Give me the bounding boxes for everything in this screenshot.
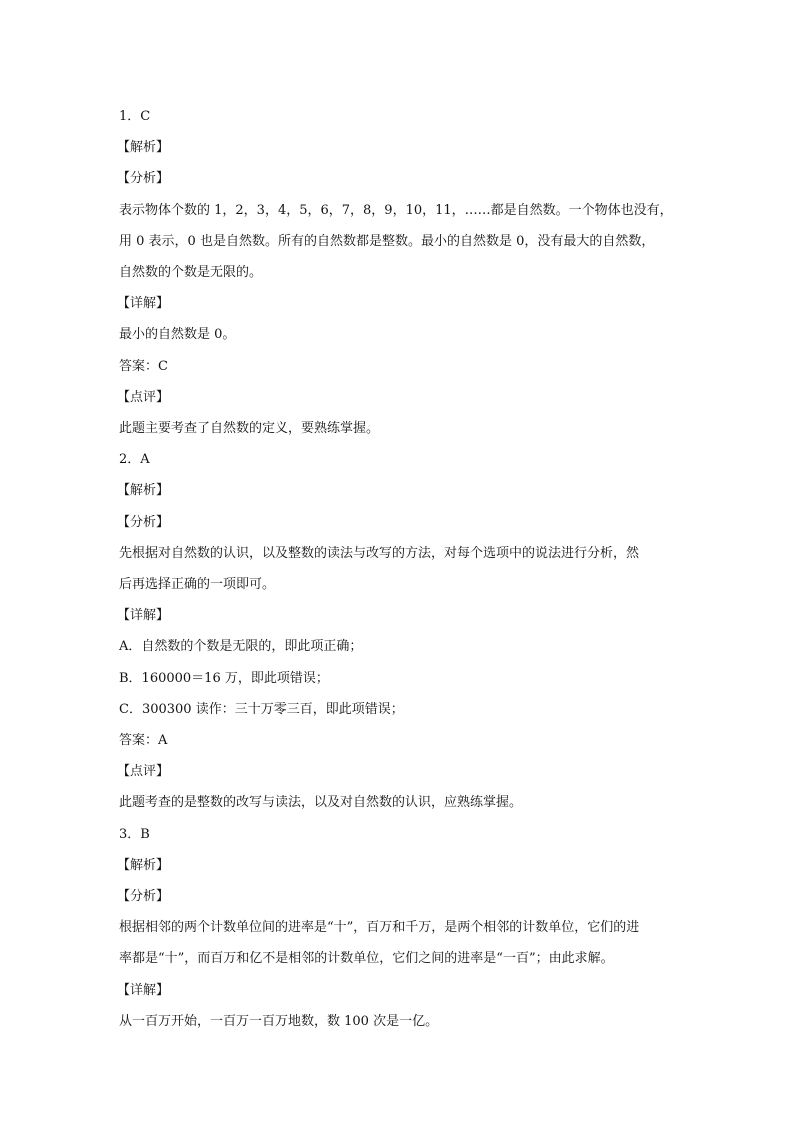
q1-xiangjie-heading: 【详解】 xyxy=(117,296,170,312)
q2-detail-a: A．自然数的个数是无限的，即此项正确； xyxy=(119,639,363,655)
q1-analysis-line-2: 用 0 表示，0 也是自然数。所有的自然数都是整数。最小的自然数是 0，没有最大的自然数， xyxy=(119,233,655,249)
q1-number: 1．C xyxy=(119,109,151,124)
q1-detail: 最小的自然数是 0。 xyxy=(119,327,236,343)
q1-analysis-line-3: 自然数的个数是无限的。 xyxy=(119,265,263,281)
q2-jiexi-heading: 【解析】 xyxy=(117,483,170,499)
q1-fenxi-heading: 【分析】 xyxy=(117,171,170,187)
q3-fenxi-heading: 【分析】 xyxy=(117,889,170,905)
q2-fenxi-heading: 【分析】 xyxy=(117,514,170,530)
q1-dianping-heading: 【点评】 xyxy=(117,389,170,405)
q2-answer: 答案：A xyxy=(119,733,168,749)
q2-dianping-heading: 【点评】 xyxy=(117,764,170,780)
q3-number: 3．B xyxy=(119,826,150,842)
q3-detail: 从一百万开始，一百万一百万地数，数 100 次是一亿。 xyxy=(119,1013,439,1029)
q3-analysis-line-1: 根据相邻的两个计数单位间的进率是“十”，百万和千万，是两个相邻的计数单位，它们的进 xyxy=(119,920,640,936)
q2-number: 2．A xyxy=(119,452,150,468)
q2-analysis-line-1: 先根据对自然数的认识，以及整数的读法与改写的方法，对每个选项中的说法进行分析，然 xyxy=(119,545,640,561)
q3-analysis-line-2: 率都是“十”，而百万和亿不是相邻的计数单位，它们之间的进率是“一百”；由此求解。 xyxy=(119,951,614,967)
q2-detail-b: B．160000＝16 万，即此项错误； xyxy=(119,670,329,686)
q1-comment: 此题主要考查了自然数的定义，要熟练掌握。 xyxy=(119,421,380,437)
q3-jiexi-heading: 【解析】 xyxy=(117,857,170,873)
answer-content xyxy=(119,101,679,1037)
q3-xiangjie-heading: 【详解】 xyxy=(117,982,170,998)
q2-analysis-line-2: 后再选择正确的一项即可。 xyxy=(119,577,276,593)
q2-comment: 此题考查的是整数的改写与读法，以及对自然数的认识，应熟练掌握。 xyxy=(119,795,523,811)
q1-analysis-line-1: 表示物体个数的 1，2，3，4，5，6，7，8，9，10，11，……都是自然数。一个物体也没有， xyxy=(119,202,673,218)
q2-detail-c: C．300300 读作：三十万零三百，即此项错误； xyxy=(119,701,404,717)
q1-jiexi-heading: 【解析】 xyxy=(117,140,170,156)
q2-xiangjie-heading: 【详解】 xyxy=(117,608,170,624)
q1-answer: 答案：C xyxy=(119,358,168,374)
